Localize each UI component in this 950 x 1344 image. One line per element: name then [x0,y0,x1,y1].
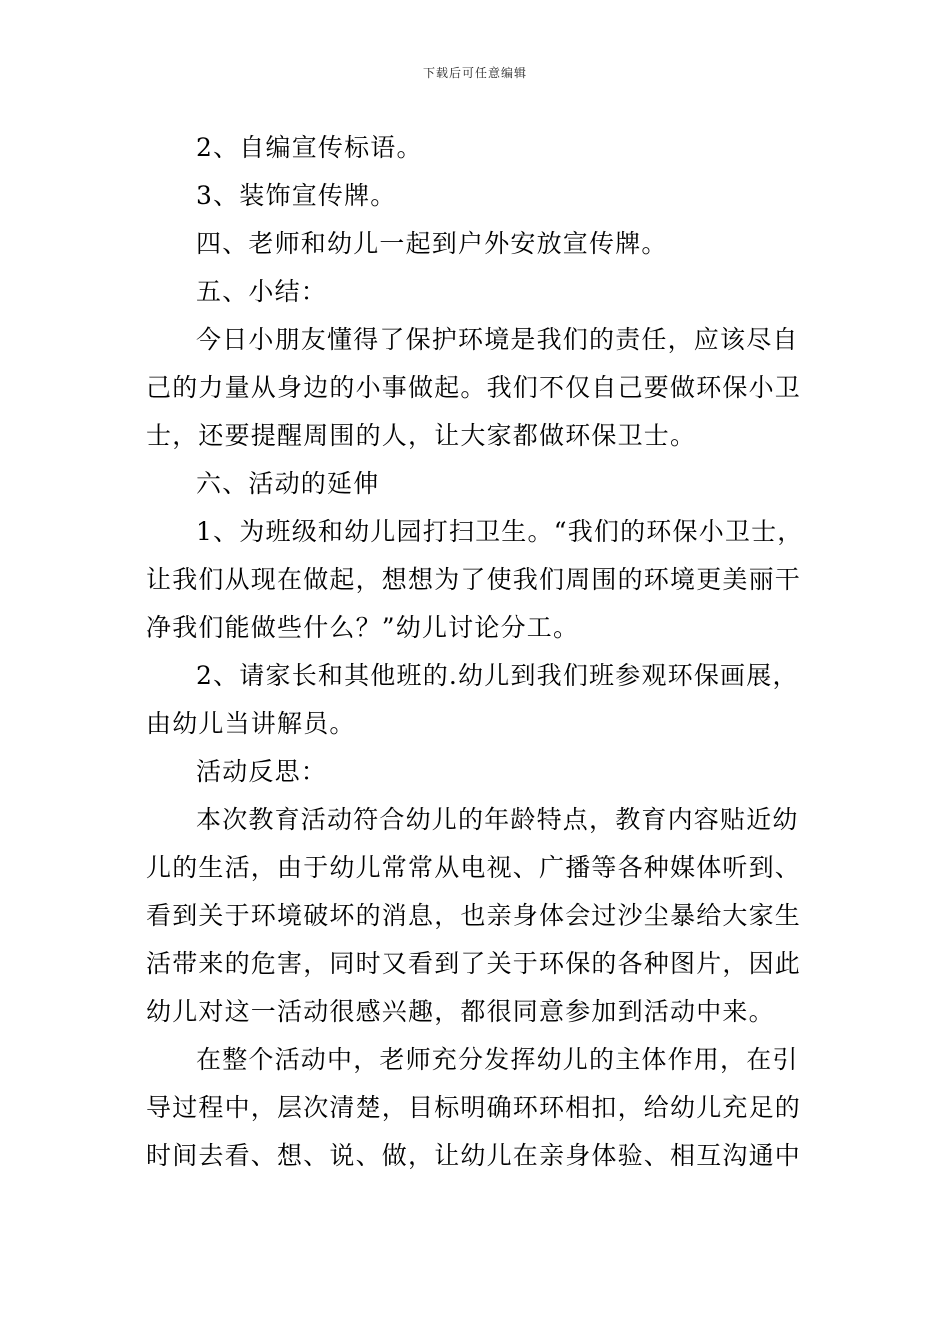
header-note: 下载后可任意编辑 [422,66,527,80]
document-body [146,124,810,1180]
list-item-exhibition: 2、请家长和其他班的.幼儿到我们班参观环保画展，由幼儿当讲解员。 [146,661,799,738]
paragraph-reflection-2: 在整个活动中，老师充分发挥幼儿的主体作用，在引导过程中，层次清楚，目标明确环环相扣，给幼儿充足的时间去看、想、说、做，让幼儿在亲身体验、相互沟通中 [146,1045,802,1170]
list-item-decorate-sign: 3、装饰宣传牌。 [196,181,397,210]
paragraph-reflection-1: 本次教育活动符合幼儿的年龄特点，教育内容贴近幼儿的生活，由于幼儿常常从电视、广播等各种媒体听到、看到关于环境破坏的消息，也亲身体会过沙尘暴给大家生活带来的危害，同时又看到了关于环保的各种图片，因此幼儿对这一活动很感兴趣，都很同意参加到活动中来。 [146,805,802,1026]
list-item-cleaning: 1、为班级和幼儿园打扫卫生。“我们的环保小卫士，让我们从现在做起，想想为了使我们周围的环境更美丽干净我们能做些什么？”幼儿讨论分工。 [146,517,804,642]
list-item-slogan: 2、自编宣传标语。 [196,133,423,162]
paragraph-summary: 今日小朋友懂得了保护环境是我们的责任，应该尽自己的力量从身边的小事做起。我们不仅自己要做环保小卫士，还要提醒周围的人，让大家都做环保卫士。 [146,325,802,450]
section-heading-place-sign: 四、老师和幼儿一起到户外安放宣传牌。 [196,229,668,258]
section-heading-extension: 六、活动的延伸 [196,469,380,498]
section-heading-reflection: 活动反思： [196,757,328,786]
section-heading-summary: 五、小结： [196,277,328,306]
